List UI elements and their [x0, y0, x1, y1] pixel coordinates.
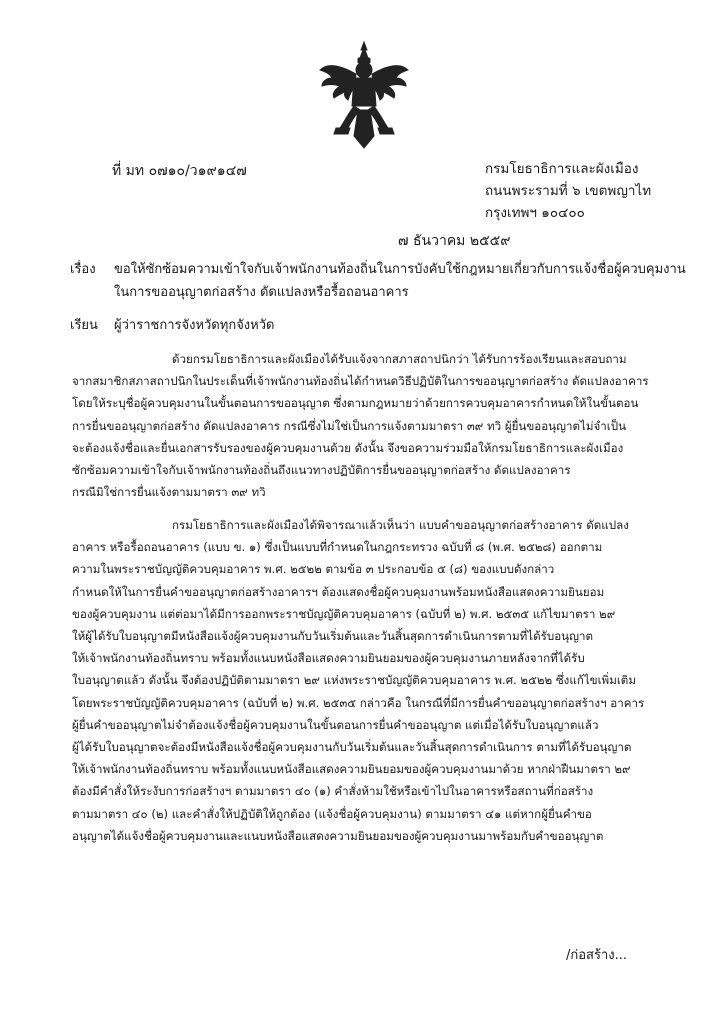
paragraph-1 — [72, 348, 700, 503]
paragraph-line: ซักซ้อมความเข้าใจกับเจ้าพนักงานท้องถิ่นถึงแนวทางปฏิบัติการยื่นขออนุญาตก่อสร้าง ดัดแปลงอาคาร — [72, 463, 571, 478]
paragraph-line: ต้องมีคำสั่งให้ระงับการก่อสร้างฯ ตามมาตรา ๔๐ (๑) คำสั่งห้ามใช้หรือเข้าไปในอาคารหรือสถานที่ก่อสร้าง — [72, 784, 594, 799]
paragraph-line: กรณีมิใช่การยื่นแจ้งตามมาตรา ๓๙ ทวิ — [72, 485, 266, 500]
garuda-emblem — [318, 40, 410, 152]
paragraph-line: ด้วยกรมโยธาธิการและผังเมืองได้รับแจ้งจากสภาสถาปนิกว่า ได้รับการร้องเรียนและสอบถาม — [172, 352, 627, 366]
continuation-note: /ก่อสร้าง... — [566, 948, 628, 963]
subject-label: เรื่อง — [70, 262, 96, 277]
sender-line: กรมโยธาธิการและผังเมือง — [485, 161, 639, 177]
sender-address — [485, 158, 651, 224]
subject-line: ขอให้ซักซ้อมความเข้าใจกับเจ้าพนักงานท้องถิ่นในการบังคับใช้กฎหมายเกี่ยวกับการแจ้งชื่อผู้ควบคุมงาน — [114, 262, 686, 277]
recipient-text: ผู้ว่าราชการจังหวัดทุกจังหวัด — [114, 318, 275, 333]
paragraph-line: ความในพระราชบัญญัติควบคุมอาคาร พ.ศ. ๒๕๒๒ ตามข้อ ๓ ประกอบข้อ ๕ (๘) ของแบบดังกล่าว — [72, 562, 555, 577]
subject-block — [70, 258, 700, 304]
document-date: ๗ ธันวาคม ๒๕๕๙ — [398, 233, 511, 249]
subject-line: ในการขออนุญาตก่อสร้าง ดัดแปลงหรือรื้อถอนอาคาร — [114, 285, 409, 300]
paragraph-line: ให้ผู้ได้รับใบอนุญาตมีหนังสือแจ้งผู้ควบคุมงานกับวันเริ่มต้นและวันสิ้นสุดการดำเนินการตามที่ได้รับอนุญาต — [72, 629, 594, 644]
paragraph-line: จะต้องแจ้งชื่อและยื่นเอกสารรับรองของผู้ควบคุมงานด้วย ดังนั้น จึงขอความร่วมมือให้กรมโยธาธิการและผังเมือง — [72, 440, 624, 455]
document-number: ที่ มท ๐๗๑๐/ว๑๙๑๔๗ — [112, 163, 247, 179]
paragraph-line: ตามมาตรา ๔๐ (๒) และคำสั่งให้ปฏิบัติให้ถูกต้อง (แจ้งชื่อผู้ควบคุมงาน) ตามมาตรา ๔๑ แต่หากผู้ยื่นคำขอ — [72, 806, 592, 821]
paragraph-line: โดยพระราชบัญญัติควบคุมอาคาร (ฉบับที่ ๒) พ.ศ. ๒๕๓๕ กล่าวคือ ในกรณีที่มีการยื่นคำขออนุญาตก่อสร้างฯ อาคาร — [72, 695, 645, 710]
sender-line: ถนนพระรามที่ ๖ เขตพญาไท — [485, 183, 652, 199]
recipient-label: เรียน — [70, 318, 98, 333]
paragraph-line: ผู้ได้รับใบอนุญาตจะต้องมีหนังสือแจ้งชื่อผู้ควบคุมงานกับวันเริ่มต้นและวันสิ้นสุดการดำเนินการ ตามที่ได้รับอนุญาต — [72, 740, 632, 755]
paragraph-line: ผู้ยื่นคำขออนุญาตไม่จำต้องแจ้งชื่อผู้ควบคุมงานในขั้นตอนการยื่นคำขออนุญาต แต่เมื่อได้รับใบอนุญาตแล้ว — [72, 717, 599, 732]
paragraph-line: โดยให้ระบุชื่อผู้ควบคุมงานในขั้นตอนการขออนุญาต ซึ่งตามกฎหมายว่าด้วยการควบคุมอาคารกำหนดให้ในขั้นตอน — [72, 396, 639, 411]
paragraph-line: ของผู้ควบคุมงาน แต่ต่อมาได้มีการออกพระราชบัญญัติควบคุมอาคาร (ฉบับที่ ๒) พ.ศ. ๒๕๓๕ แก้ไขมาตรา ๒๙ — [72, 606, 616, 621]
paragraph-line: จากสมาชิกสภาสถาปนิกในประเด็นที่เจ้าพนักงานท้องถิ่นได้กำหนดวิธีปฏิบัติในการขออนุญาตก่อสร้าง ดัดแปลงอาคาร — [72, 374, 649, 389]
paragraph-line: ใบอนุญาตแล้ว ดังนั้น จึงต้องปฏิบัติตามมาตรา ๒๙ แห่งพระราชบัญญัติควบคุมอาคาร พ.ศ. ๒๕๒๒ ซึ่งแก้ไขเพิ่มเติม — [72, 673, 636, 688]
paragraph-line: การยื่นขออนุญาตก่อสร้าง ดัดแปลงอาคาร กรณีซึ่งไม่ใช่เป็นการแจ้งตามมาตรา ๓๙ ทวิ ผู้ยื่นขออนุญาตไม่จำเป็น — [72, 418, 627, 433]
paragraph-line: ให้เจ้าพนักงานท้องถิ่นทราบ พร้อมทั้งแนบหนังสือแสดงความยินยอมของผู้ควบคุมงานภายหลังจากที่ได้รับ — [72, 651, 585, 666]
recipient-block — [70, 314, 274, 335]
paragraph-2 — [72, 514, 700, 847]
paragraph-line: ให้เจ้าพนักงานท้องถิ่นทราบ พร้อมทั้งแนบหนังสือแสดงความยินยอมของผู้ควบคุมงานมาด้วย หากฝ่าฝืนมาตรา ๒๙ — [72, 762, 631, 777]
paragraph-line: กำหนดให้ในการยื่นคำขออนุญาตก่อสร้างอาคารฯ ต้องแสดงชื่อผู้ควบคุมงานพร้อมหนังสือแสดงความยินยอม — [72, 584, 605, 599]
paragraph-line: อนุญาตได้แจ้งชื่อผู้ควบคุมงานและแนบหนังสือแสดงความยินยอมของผู้ควบคุมงานมาพร้อมกับคำขออนุญาต — [72, 828, 604, 843]
paragraph-line: อาคาร หรือรื้อถอนอาคาร (แบบ ข. ๑) ซึ่งเป็นแบบที่กำหนดในกฎกระทรวง ฉบับที่ ๘ (พ.ศ. ๒๕๒๘) ออกตาม — [72, 540, 603, 555]
sender-line: กรุงเทพฯ ๑๐๔๐๐ — [485, 205, 585, 221]
paragraph-line: กรมโยธาธิการและผังเมืองได้พิจารณาแล้วเห็นว่า แบบคำขออนุญาตก่อสร้างอาคาร ดัดแปลง — [172, 518, 629, 532]
